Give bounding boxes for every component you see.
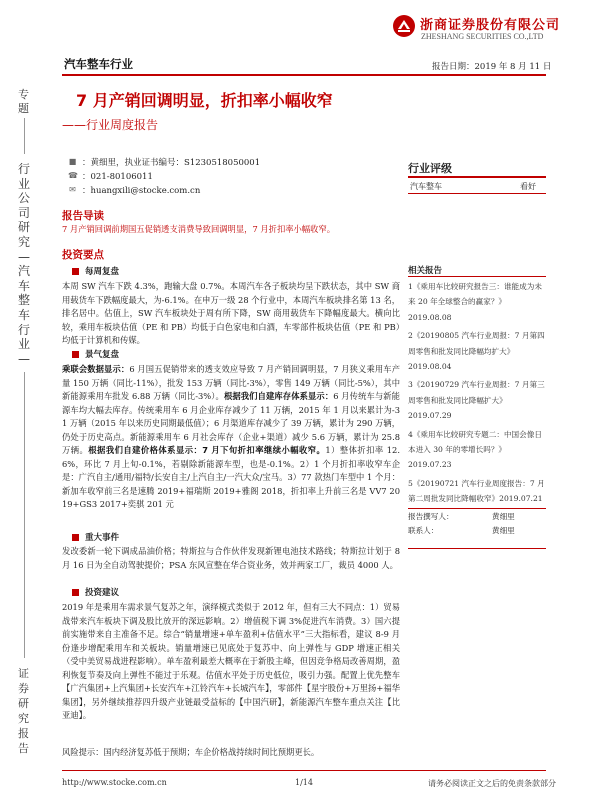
phone-icon: ☎ [68,171,78,180]
rating-heading: 行业评级 [408,162,452,175]
prosperity-heading [62,348,402,362]
guide-text: 7 月产销回调前期国五促销透支消费导致回调明显，7 月折扣率小幅收窄。 [62,224,336,234]
header-rule [62,74,546,76]
analyst-name [68,156,261,168]
analyst-rule-bottom [408,548,546,549]
sidebar-char: 汽 [18,264,31,279]
sidebar-char: 研 [18,697,29,710]
analyst-email-text[interactable]: ：huangxili@stocke.com.cn [82,186,201,196]
sidebar-char: 业 [18,176,31,191]
sidebar-char: 车 [18,278,31,293]
advice-title: 投资建议 [85,588,120,598]
page-number: 1/14 [295,778,313,787]
sidebar-char: 究 [18,712,29,725]
prosperity-body: 6 月传统车与新能源车均大幅去库存。传统乘用车 6 月企业库存减少了 11 万辆，2015 年 1 月以来累计为-31 万辆（2015 年以来历史同期最低值）；6 月渠道库存减少了 39 万辆，累计为 290 万辆，仍处于历史高点。新能源乘用车 6 月社会库存（企业+渠道）减少 5.6 万辆，累计为 25.8 万辆。 [62,391,400,455]
report-title: 7 月产销回调明显，折扣率小幅收窄 [76,91,333,110]
sidebar-divider [24,372,25,658]
rating-rule-bottom [408,193,546,194]
footer-url[interactable]: http://www.stocke.com.cn [62,778,167,787]
related-report-item[interactable]: 2《20190805 汽车行业周报：7 月第四周零售和批发同比降幅均扩大》2019.08.04 [408,331,545,372]
related-report-item[interactable]: 3《20190729 汽车行业周报：7 月第三周零售和批发同比降幅扩大》2019.07.29 [408,380,545,421]
analyst-email[interactable] [69,184,201,196]
related-report-item[interactable]: 1《乘用车比较研究报告三：谁能成为未来 20 年全球整合的赢家？》2019.08.08 [408,282,542,322]
analyst-phone-text: ：021-80106011 [82,172,153,182]
sidebar-char: — [18,249,30,264]
sidebar-char: 题 [18,102,29,115]
major-text: 发改委新一轮下调成品油价格；特斯拉与合作伙伴发现新锂电池技术路线；特斯拉计划于 8 月 16 日为全自动驾驶提价；PSA 东风宣整在华合资业务，效并两家工厂，裁员 4000 人。 [62,546,400,570]
weekly-text: 本周 SW 汽车下跌 4.3%，跑输大盘 0.7%。本周汽车各子板块均呈下跌状态，其中 SW 商用载货车下跌幅度最大，为-6.1%。在申万一级 28 个行业中，本周汽车板块排名第 13 名，排名居中。估值上，SW 汽车板块处于周有所下降，SW 商用载货车下降幅度最大。横向比较，乘用车板块估值（PE 和 PB）均低于白色家电和白酒，车零部件板块估值（PE 和 PB）均低于计算机和传媒。 [62,281,400,345]
sidebar-char: 专 [18,88,29,101]
related-reports-list [408,279,546,510]
analyst-icon: ■ [68,157,77,166]
related-reports-heading: 相关报告 [408,266,443,276]
prosperity-lead: 根据我们自建价格体系显示：7 月下旬折扣率继续小幅收窄。 [88,445,326,455]
analyst-value: 黄细里 [492,512,515,521]
sidebar-char: 行 [18,162,31,176]
analyst-phone [68,170,153,182]
risk-text: 风险提示：国内经济复苏低于预期；车企价格战持续时间比预期更长。 [62,747,320,757]
analyst-row [408,510,546,524]
advice-text: 2019 年是乘用车需求景气复苏之年，演绎模式类似于 2012 年，但有三大不同点：1）贸易战带来汽车板块下调及股比放开的深远影响。2）增值税下调 3%促进汽车消费。3）国六提前实施带来自主准备不足。综合“销量增速+单车盈利+估值水平”三大指标看，建议 8-9 月份逢步增配乘用车和关板块。销量增速已见底处于复苏中、向上弹性与 GDP 增速正相关（受中美贸易战进程影响）。单车盈利最差大概率在于新股主峰，但因竞争格局改善周期，盈利恢复节奏及向上弹性不能过于乐观。估值水平处于历史低位，吸引力强。配置上优先整车【广汽集团+上汽集团+长安汽车+江铃汽车+长城汽车】，零部件【星宇股份+万里扬+福华集团】，另外继续推荐四升级产业链最受益标的【中国汽研】，新能源汽车整车重点关注【比亚迪】。 [62,602,400,720]
sidebar-char: 车 [18,307,31,322]
brand-name-en: ZHESHANG SECURITIES CO.,LTD [421,32,544,41]
rating-rule [408,176,546,178]
prosperity-lead: 根据我们自建库存体系显示： [223,391,334,401]
bullet-square-icon [72,534,79,541]
sidebar-char: 券 [18,682,29,695]
email-icon: ✉ [69,185,76,194]
analyst-label: 报告撰写人： [408,512,454,521]
sidebar-char: 究 [18,234,31,249]
sidebar-mid-label [18,162,30,366]
sidebar-char: 行 [18,322,31,337]
weekly-title: 每周复盘 [85,267,120,277]
report-date: 报告日期：2019 年 8 月 11 日 [432,62,552,72]
industry-heading: 汽车整车行业 [64,57,133,71]
sidebar-char: 报 [18,727,29,740]
advice-heading [62,586,402,600]
analyst-value: 黄细里 [492,526,515,535]
bullet-square-icon [72,351,79,358]
brand-name-cn: 浙商证券股份有限公司 [420,18,561,33]
points-heading: 投资要点 [62,249,104,261]
sidebar-char: 业 [18,337,31,352]
sidebar-char: 司 [18,205,31,220]
guide-heading: 报告导读 [62,210,104,222]
sidebar-top-label [18,88,30,116]
bullet-square-icon [72,268,79,275]
prosperity-body: 6 月国五促销带来的透支效应导致 7 月产销回调明显，7 月狭义乘用车产量 150 万辆（同比-11%），批发 153 万辆（同比-3%），零售 149 万辆（同比-5%），其中新能源乘用车批发 6.88 万辆（同比-3%）。 [62,364,400,401]
related-report-item[interactable]: 4《乘用车比较研究专题二：中国会像日本进入 30 年的零增长吗？》2019.07.23 [408,429,542,470]
major-title: 重大事件 [85,533,120,543]
analyst-box [408,510,546,538]
related-rule [408,276,546,277]
weekly-heading [62,265,402,279]
footer-rule [62,770,546,771]
disclaimer-note: 请务必阅读正文之后的免责条款部分 [428,779,556,788]
analyst-row [408,524,546,538]
sidebar-divider [24,118,25,154]
related-report-item[interactable]: 5《20190721 汽车行业周度报告：7 月第二周批发同比降幅收窄》2019.07.21 [408,478,545,504]
sidebar-char: 研 [18,220,31,235]
sidebar-char: 公 [18,191,31,206]
sidebar-char: 整 [18,293,31,308]
sidebar-char: 告 [18,742,29,755]
analyst-name-text: ：黄细里，执业证书编号：S1230518050001 [82,158,261,168]
bullet-square-icon [72,589,79,596]
sidebar-char: — [18,351,30,366]
rating-industry: 汽车整车 [410,182,442,191]
analyst-rule [408,508,546,509]
rating-value: 看好 [520,182,536,191]
prosperity-body: 1）整体折扣率 12.6%，环比 7 月上旬-0.1%，若剔除新能源车型，也是-0.1%。2）1 个月折扣率收窄车企是：广汽自主/通用/福特/长安自主/上汽自主/一汽大众/宝马。3）77 款热门车型中 1 个月：新加车收窄前三名是速腾 2019+福瑞斯 2019+雅阁 2018，折扣率上升前三名是 VV7 2019+GS3 2017+奕骐 201 元 [62,445,400,509]
sidebar-bottom-label [18,666,30,756]
sidebar-char: 证 [18,667,29,680]
analyst-label: 联系人： [408,526,439,535]
prosperity-text [62,363,400,531]
company-logo-icon [392,14,416,38]
prosperity-title: 景气复盘 [85,350,120,360]
prosperity-lead: 乘联会数据显示： [62,364,130,374]
major-heading [62,531,402,545]
report-subtitle: ——行业周度报告 [62,118,159,132]
